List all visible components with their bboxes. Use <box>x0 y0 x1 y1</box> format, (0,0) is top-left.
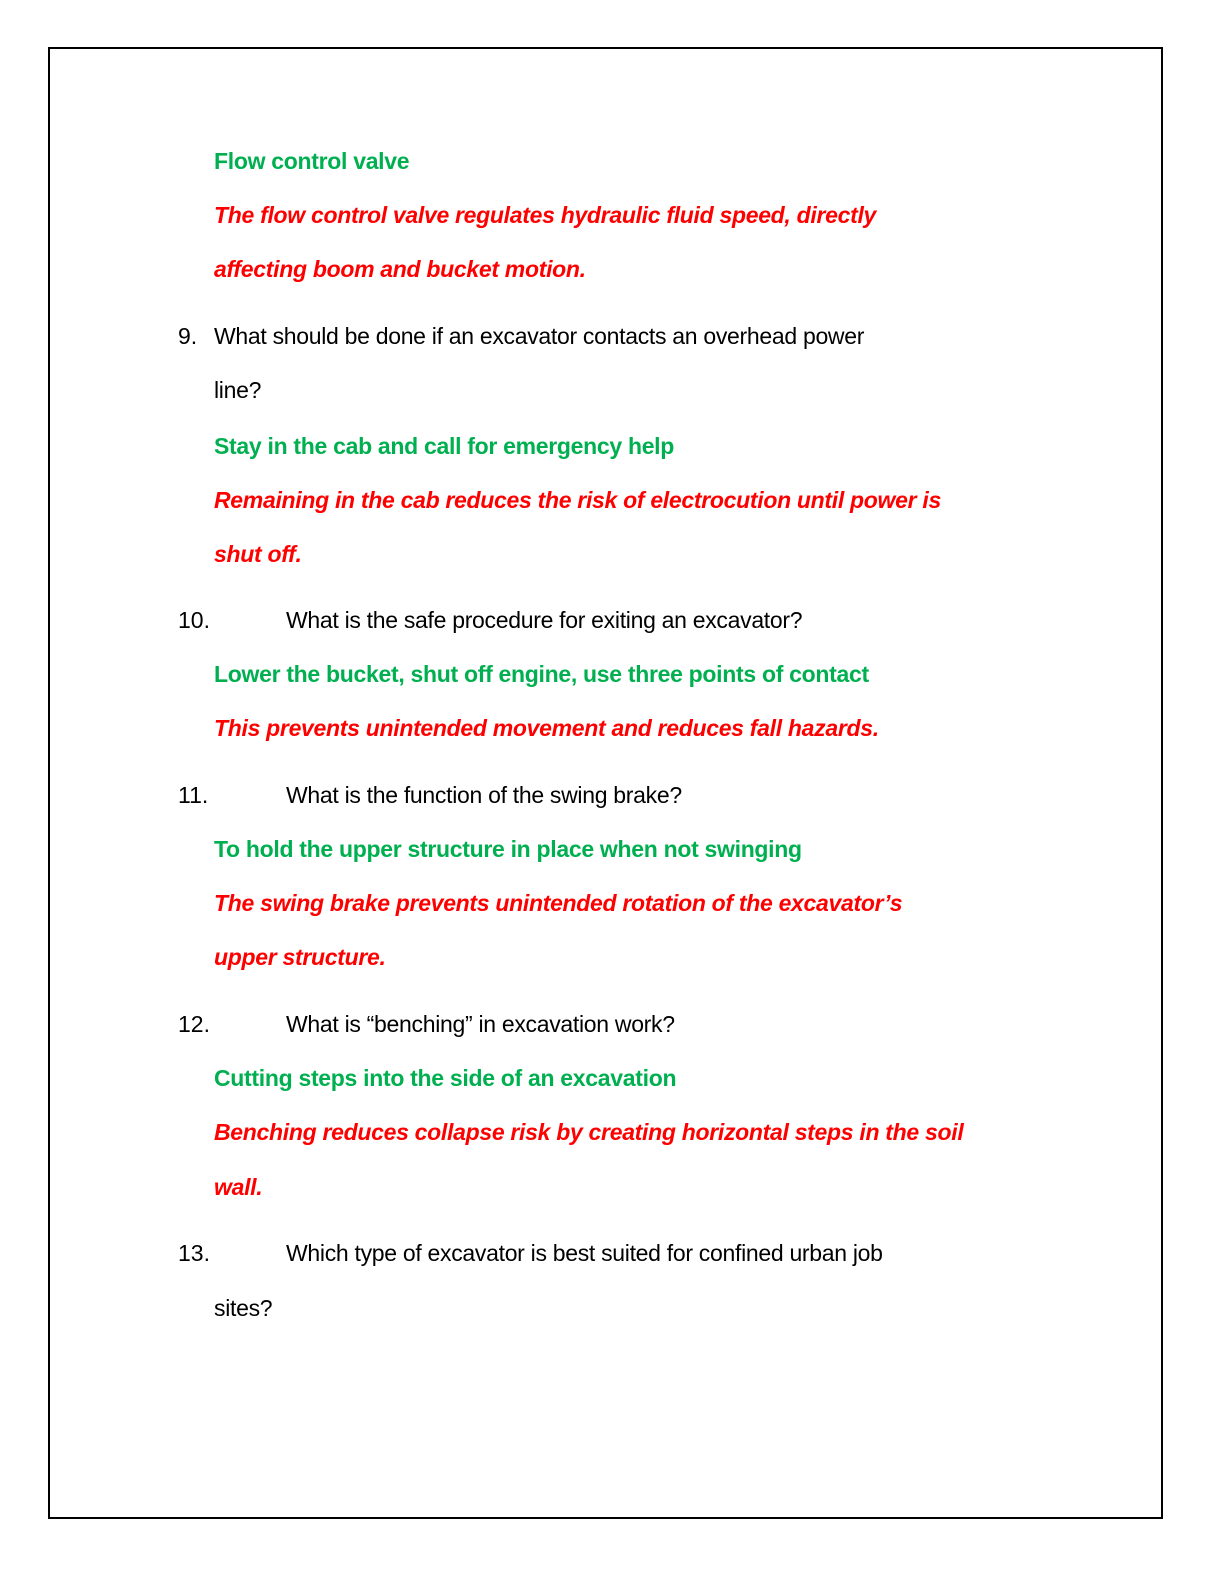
question-12-answer: Cutting steps into the side of an excavation <box>214 1065 677 1091</box>
question-12-explanation: Benching reduces collapse risk by creating horizontal steps in the soil <box>214 1119 964 1145</box>
question-9-explanation-cont: shut off. <box>214 541 302 567</box>
question-13-text: Which type of excavator is best suited for confined urban job <box>286 1240 883 1266</box>
question-11-number: 11. <box>178 782 209 808</box>
question-9-explanation: Remaining in the cab reduces the risk of electrocution until power is <box>214 487 941 513</box>
question-11-answer: To hold the upper structure in place when not swinging <box>214 836 802 862</box>
question-11-explanation: The swing brake prevents unintended rotation of the excavator’s <box>214 890 903 916</box>
explanation-prev: The flow control valve regulates hydraulic fluid speed, directly <box>214 202 877 228</box>
question-9-text-cont: line? <box>214 377 262 403</box>
explanation-prev-cont: affecting boom and bucket motion. <box>214 256 586 282</box>
question-9-text: What should be done if an excavator contacts an overhead power <box>214 323 865 349</box>
question-13-text-cont: sites? <box>214 1295 273 1321</box>
question-9-number: 9. <box>178 323 198 349</box>
question-9-answer: Stay in the cab and call for emergency help <box>214 433 675 459</box>
question-10-text: What is the safe procedure for exiting an excavator? <box>286 607 803 633</box>
question-10-explanation: This prevents unintended movement and reduces fall hazards. <box>214 715 879 741</box>
question-13-number: 13. <box>178 1240 210 1266</box>
question-12-explanation-cont: wall. <box>214 1174 263 1200</box>
question-10-number: 10. <box>178 607 210 633</box>
question-10-answer: Lower the bucket, shut off engine, use three points of contact <box>214 661 869 687</box>
question-12-text: What is “benching” in excavation work? <box>286 1011 675 1037</box>
answer-prev: Flow control valve <box>214 148 410 174</box>
question-12-number: 12. <box>178 1011 210 1037</box>
question-11-explanation-cont: upper structure. <box>214 944 386 970</box>
question-11-text: What is the function of the swing brake? <box>286 782 682 808</box>
